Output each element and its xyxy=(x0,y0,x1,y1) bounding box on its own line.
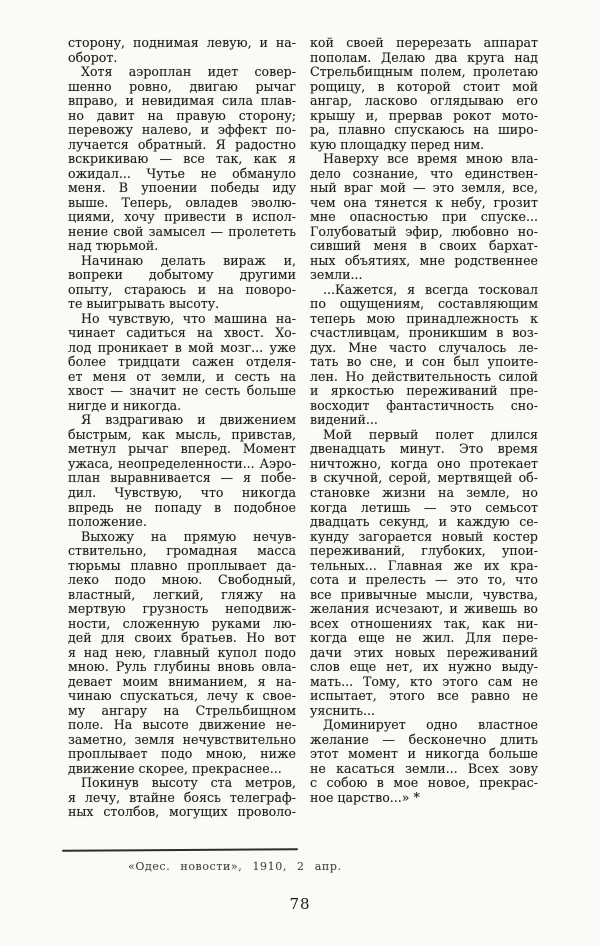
text-line: ствительно, громадная масса xyxy=(68,543,296,559)
text-line: я над нею, главный купол подо xyxy=(68,644,296,660)
footnote-citation: «Одес. новости», 1910, 2 апр. xyxy=(128,860,342,873)
text-line: ...Кажется, я всегда тосковал xyxy=(323,281,538,297)
text-line: дил. Чувствую, что никогда xyxy=(68,484,296,500)
text-line: Доминирует одно властное xyxy=(323,717,538,733)
text-line: кую площадку перед ним. xyxy=(310,136,485,152)
text-line: Наверху все время мною вла- xyxy=(323,151,538,167)
text-line: переживаний, глубоких, упои- xyxy=(310,543,538,559)
page-number: 78 xyxy=(289,895,311,913)
text-line: всех отношениях так, как ни- xyxy=(310,615,538,631)
text-line: ужаса, неопределенности... Аэро- xyxy=(68,455,296,471)
text-line: над тюрьмой. xyxy=(68,238,159,254)
text-line: положение. xyxy=(68,514,147,530)
text-line: выше. Теперь, овладев эволю- xyxy=(68,194,296,210)
text-line: видений... xyxy=(310,412,378,428)
text-line: когда еще не жил. Для пере- xyxy=(310,630,538,646)
text-line: дей для своих братьев. Но вот xyxy=(68,630,296,646)
text-line: не касаться земли... Всех зову xyxy=(310,760,538,776)
text-line: Но чувствую, что машина на- xyxy=(81,310,296,326)
text-line: проплывает подо мною, ниже xyxy=(68,746,296,762)
text-line: дух. Мне часто случалось ле- xyxy=(310,339,538,355)
text-line: крышу и, прервав рокот мото- xyxy=(310,107,538,123)
text-line: ничтожно, когда оно протекает xyxy=(310,455,538,471)
text-line: сивший меня в своих бархат- xyxy=(310,238,538,254)
text-line: лод проникает в мой мозг... уже xyxy=(68,339,296,355)
text-line: с собою в мое новое, прекрас- xyxy=(310,775,538,791)
text-line: сота и прелесть — это то, что xyxy=(310,572,538,588)
text-line: более тридцати сажен отделя- xyxy=(68,354,296,370)
text-line: Голубоватый эфир, любовно но- xyxy=(310,223,538,239)
text-line: тельных... Главная же их кра- xyxy=(310,557,538,573)
text-line: Мой первый полет длился xyxy=(323,426,538,442)
text-line: те выигрывать высоту. xyxy=(68,296,220,312)
text-line: ный враг мой — это земля, все, xyxy=(310,180,538,196)
text-line: ангар, ласково оглядываю его xyxy=(310,93,538,109)
text-line: сторону, поднимая левую, и на- xyxy=(68,35,296,50)
text-line: властный, легкий, гляжу на xyxy=(68,586,296,602)
text-line: мать... Тому, кто этого сам не xyxy=(310,673,538,689)
text-line: двадцать секунд, и каждую се- xyxy=(310,514,538,530)
text-line: циями, хочу привести в испол- xyxy=(68,209,296,225)
text-line: ожидал... Чутье не обмануло xyxy=(68,165,296,181)
text-line: становке жизни на земле, но xyxy=(310,484,538,500)
text-line: пополам. Делаю два круга над xyxy=(310,49,538,65)
text-line: но давит на правую сторону; xyxy=(68,107,296,123)
text-line: оборот. xyxy=(68,49,118,65)
text-line: желание — бесконечно длить xyxy=(310,731,538,747)
text-line: шенно ровно, двигаю рычаг xyxy=(68,78,296,94)
text-line: лен. Но действительность силой xyxy=(310,368,538,384)
text-line: впредь не попаду в подобное xyxy=(68,499,296,515)
text-line: когда летишь — это семьсот xyxy=(310,499,538,515)
text-line: Хотя аэроплан идет совер- xyxy=(81,64,296,80)
text-line: и яркостью переживаний пре- xyxy=(310,383,538,399)
text-line: мне опасностью при спуске... xyxy=(310,209,538,225)
text-line: кой своей перерезать аппарат xyxy=(310,35,538,50)
text-line: испытает, этого все равно не xyxy=(310,688,538,704)
text-line: хвост — значит не сесть больше xyxy=(68,383,296,399)
text-line: вскрикиваю — все так, как я xyxy=(68,151,296,167)
text-line: метнул рычаг вперед. Момент xyxy=(68,441,296,457)
text-line: му ангару на Стрельбищном xyxy=(68,702,296,718)
text-line: слов еще нет, их нужно выду- xyxy=(310,659,538,675)
text-line: я лечу, втайне боясь телеграф- xyxy=(68,789,296,805)
text-line: ное царство...» * xyxy=(310,789,420,805)
text-line: ных объятиях, мне родственнее xyxy=(310,252,538,268)
text-line: тать во сне, и сон был упоите- xyxy=(310,354,538,370)
text-line: счастливцам, проникшим в воз- xyxy=(310,325,538,341)
text-line: вопреки добытому другими xyxy=(68,267,296,283)
text-line: этот момент и никогда больше xyxy=(310,746,538,762)
text-line: вправо, и невидимая сила плав- xyxy=(68,93,296,109)
text-line: Начинаю делать вираж и, xyxy=(81,252,296,268)
text-line: быстрым, как мысль, привстав, xyxy=(68,426,296,442)
text-line: желания исчезают, и живешь во xyxy=(310,601,538,617)
text-line: мною. Руль глубины вновь овла- xyxy=(68,659,296,675)
text-line: тюрьмы плавно проплывает да- xyxy=(68,557,296,573)
right-column xyxy=(310,36,538,805)
text-line: Стрельбищным полем, пролетаю xyxy=(310,64,538,80)
text-line: поле. На высоте движение не- xyxy=(68,717,296,733)
text-line: Я вздрагиваю и движением xyxy=(81,412,296,428)
text-line: лучается обратный. Я радостно xyxy=(68,136,296,152)
text-line: перевожу налево, и эффект по- xyxy=(68,122,296,138)
text-line: Покинув высоту ста метров, xyxy=(81,775,296,791)
text-line: ра, плавно спускаюсь на широ- xyxy=(310,122,538,138)
text-line: леко подо мною. Свободный, xyxy=(68,572,296,588)
text-line: ет меня от земли, и сесть на xyxy=(68,368,296,384)
text-line: девает моим вниманием, я на- xyxy=(68,673,296,689)
text-line: движение скорее, прекраснее... xyxy=(68,760,282,776)
text-line: земли... xyxy=(310,267,363,283)
text-line: все привычные мысли, чувства, xyxy=(310,586,538,602)
text-line: в скучной, серой, мертвящей об- xyxy=(310,470,538,486)
text-line: теперь мою принадлежность к xyxy=(310,310,538,326)
text-line: чинает садиться на хвост. Хо- xyxy=(68,325,296,341)
text-line: заметно, земля нечувствительно xyxy=(68,731,296,747)
text-line: ных столбов, могущих проволо- xyxy=(68,804,296,820)
text-line: ности, сложенную руками лю- xyxy=(68,615,296,631)
text-line: мертвую грузность неподвиж- xyxy=(68,601,296,617)
text-line: чинаю спускаться, лечу к свое- xyxy=(68,688,296,704)
text-line: по ощущениям, составляющим xyxy=(310,296,538,312)
text-line: нигде и никогда. xyxy=(68,397,182,413)
text-line: кунду загорается новый костер xyxy=(310,528,538,544)
left-column xyxy=(68,36,296,820)
text-line: рощицу, в которой стоит мой xyxy=(310,78,538,94)
footnote-divider xyxy=(62,848,298,851)
text-line: уяснить... xyxy=(310,702,376,718)
text-line: дачи этих новых переживаний xyxy=(310,644,538,660)
text-line: опыту, стараюсь и на поворо- xyxy=(68,281,296,297)
text-line: Выхожу на прямую нечув- xyxy=(81,528,296,544)
text-line: меня. В упоении победы иду xyxy=(68,180,296,196)
text-line: чем она тянется к небу, грозит xyxy=(310,194,538,210)
text-line: план выравнивается — я побе- xyxy=(68,470,296,486)
text-line: восходит фантастичность сно- xyxy=(310,397,538,413)
text-line: двенадцать минут. Это время xyxy=(310,441,538,457)
text-line: дело сознание, что единствен- xyxy=(310,165,538,181)
text-line: нение свой замысел — пролететь xyxy=(68,223,296,239)
